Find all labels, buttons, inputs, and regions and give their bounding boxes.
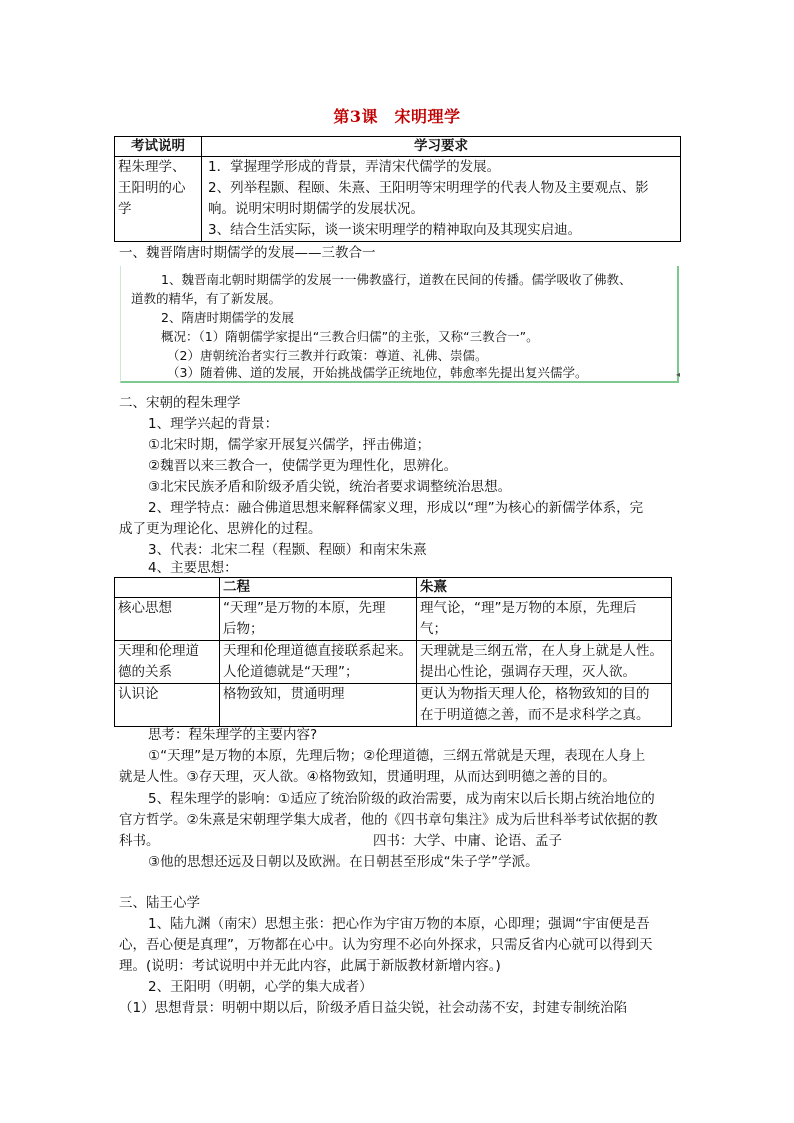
- requirements-cell: [202, 157, 681, 242]
- cell-line: 天理和伦理道德直接联系起来。: [223, 643, 412, 659]
- body-line: 1、理学兴起的背景：: [148, 416, 279, 432]
- cell-line: 后物；: [223, 621, 264, 637]
- box-line: 道教的精华，有了新发展。: [131, 291, 282, 306]
- section1-heading: 一、魏晋隋唐时期儒学的发展——三教合一: [119, 245, 376, 261]
- row-label-line: 认识论: [118, 686, 159, 702]
- body-line: 思考：程朱理学的主要内容?: [148, 727, 318, 743]
- header-learning-requirements: 学习要求: [202, 137, 681, 157]
- table-header-erchen: 二程: [220, 578, 417, 598]
- cell-line: 理气论，“理”是万物的本原，先理后: [420, 600, 637, 616]
- body-line: ①“天理”是万物的本原，先理后物；②伦理道德，三纲五常就是天理，表现在人身上: [148, 748, 646, 764]
- table-row: [115, 641, 672, 684]
- body-line: 就是人性。③存天理，灭人欲。④格物致知，贯通明理，从而达到明德之善的目的。: [119, 769, 616, 785]
- cell-line: 格物致知，贯通明理: [223, 686, 345, 702]
- body-line: 3、代表：北宋二程（程颢、程颐）和南宋朱熹: [148, 542, 427, 558]
- body-line: 2、王阳明（明朝，心学的集大成者）: [148, 979, 373, 995]
- table-header-blank: [115, 578, 220, 598]
- zhuxi-cell: [417, 598, 672, 641]
- row-label: [115, 641, 220, 684]
- resize-arrow-icon: ◂: [675, 370, 680, 379]
- box-line: 概况：（1）隋朝儒学家提出“三教合归儒”的主张，又称“三教合一”。: [161, 329, 539, 344]
- requirement-line: 1．掌握理学形成的背景，弄清宋代儒学的发展。: [208, 159, 501, 175]
- requirement-line: 2、列举程颢、程颐、朱熹、王阳明等宋明理学的代表人物及主要观点、影: [208, 180, 649, 196]
- requirement-line: 响。说明宋明时期儒学的发展状况。: [208, 201, 424, 217]
- box-line: （2）唐朝统治者实行三教并行政策：尊道、礼佛、崇儒。: [167, 348, 488, 363]
- table-row: [115, 598, 672, 641]
- section3-heading: 三、陆王心学: [119, 895, 200, 911]
- table-row: [115, 684, 672, 727]
- lesson-title: 第3课 宋明理学: [333, 107, 461, 126]
- body-line: 4、主要思想：: [148, 560, 238, 576]
- body-line: ①北宋时期，儒学家开展复兴儒学，抨击佛道；: [148, 437, 431, 453]
- body-line: 心，吾心便是真理”，万物都在心中。认为穷理不必向外探求，只需反省内心就可以得到天: [119, 937, 653, 953]
- section2-heading: 二、宋朝的程朱理学: [119, 395, 241, 411]
- requirements-table: [114, 136, 681, 242]
- body-line: 5、程朱理学的影响：①适应了统治阶级的政治需要，成为南宋以后长期占统治地位的: [148, 791, 655, 807]
- box-line: 2、隋唐时期儒学的发展: [161, 310, 294, 325]
- body-line: 1、陆九渊（南宋）思想主张：把心作为宇宙万物的本原，心即理；强调“宇宙便是吾: [148, 916, 650, 932]
- section1-note-box: [120, 266, 679, 383]
- cell-line: 气；: [420, 621, 447, 637]
- row-label-line: 德的关系: [118, 664, 172, 680]
- body-line: ③他的思想还远及日朝以及欧洲。在日朝甚至形成“朱子学”学派。: [148, 854, 539, 870]
- body-line: 科书。: [119, 833, 160, 849]
- body-line: 官方哲学。②朱熹是宋朝理学集大成者，他的《四书章句集注》成为后世科举考试依据的教: [119, 812, 658, 828]
- cell-line: 提出心性论，强调存天理，灭人欲。: [420, 664, 636, 680]
- exam-note-cell: 程朱理学、王阳明的心学: [115, 157, 202, 242]
- erchen-cell: [220, 684, 417, 727]
- cell-line: 天理就是三纲五常，在人身上就是人性。: [420, 643, 663, 659]
- cell-line: 更认为物指天理人伦，格物致知的目的: [420, 686, 650, 702]
- cell-line: 人伦道德就是“天理”；: [223, 664, 359, 680]
- body-line: 四书：大学、中庸、论语、孟子: [373, 833, 562, 849]
- box-line: 1、魏晋南北朝时期儒学的发展一一佛教盛行，道教在民间的传播。儒学吸收了佛教、: [161, 272, 632, 287]
- erchen-cell: [220, 598, 417, 641]
- requirement-line: 3、结合生活实际，谈一谈宋明理学的精神取向及其现实启迪。: [208, 222, 582, 238]
- body-line: 2、理学特点：融合佛道思想来解释儒家义理，形成以“理”为核心的新儒学体系，完: [148, 500, 644, 516]
- body-line: 成了更为理论化、思辨化的过程。: [119, 521, 322, 537]
- body-line: ③北宋民族矛盾和阶级矛盾尖锐，统治者要求调整统治思想。: [148, 479, 512, 495]
- erchen-cell: [220, 641, 417, 684]
- cell-line: 在于明道德之善，而不是求科学之真。: [420, 707, 650, 723]
- body-line: 理。(说明：考试说明中并无此内容，此属于新版教材新增内容。): [119, 958, 501, 974]
- row-label-line: 核心思想: [118, 600, 172, 616]
- row-label-line: 天理和伦理道: [118, 643, 199, 659]
- box-line: （3）随着佛、道的发展，开始挑战儒学正统地位，韩愈率先提出复兴儒学。: [167, 365, 588, 380]
- body-line: （1）思想背景：明朝中期以后，阶级矛盾日益尖锐，社会动荡不安，封建专制统治陷: [119, 1000, 628, 1016]
- cell-line: “天理”是万物的本原，先理: [223, 600, 386, 616]
- table-header-zhuxi: 朱熹: [417, 578, 672, 598]
- row-label: [115, 598, 220, 641]
- zhuxi-cell: [417, 684, 672, 727]
- body-line: ②魏晋以来三教合一，使儒学更为理性化，思辨化。: [148, 458, 458, 474]
- thought-comparison-table: [114, 577, 672, 727]
- zhuxi-cell: [417, 641, 672, 684]
- header-exam-note: 考试说明: [115, 137, 202, 157]
- row-label: [115, 684, 220, 727]
